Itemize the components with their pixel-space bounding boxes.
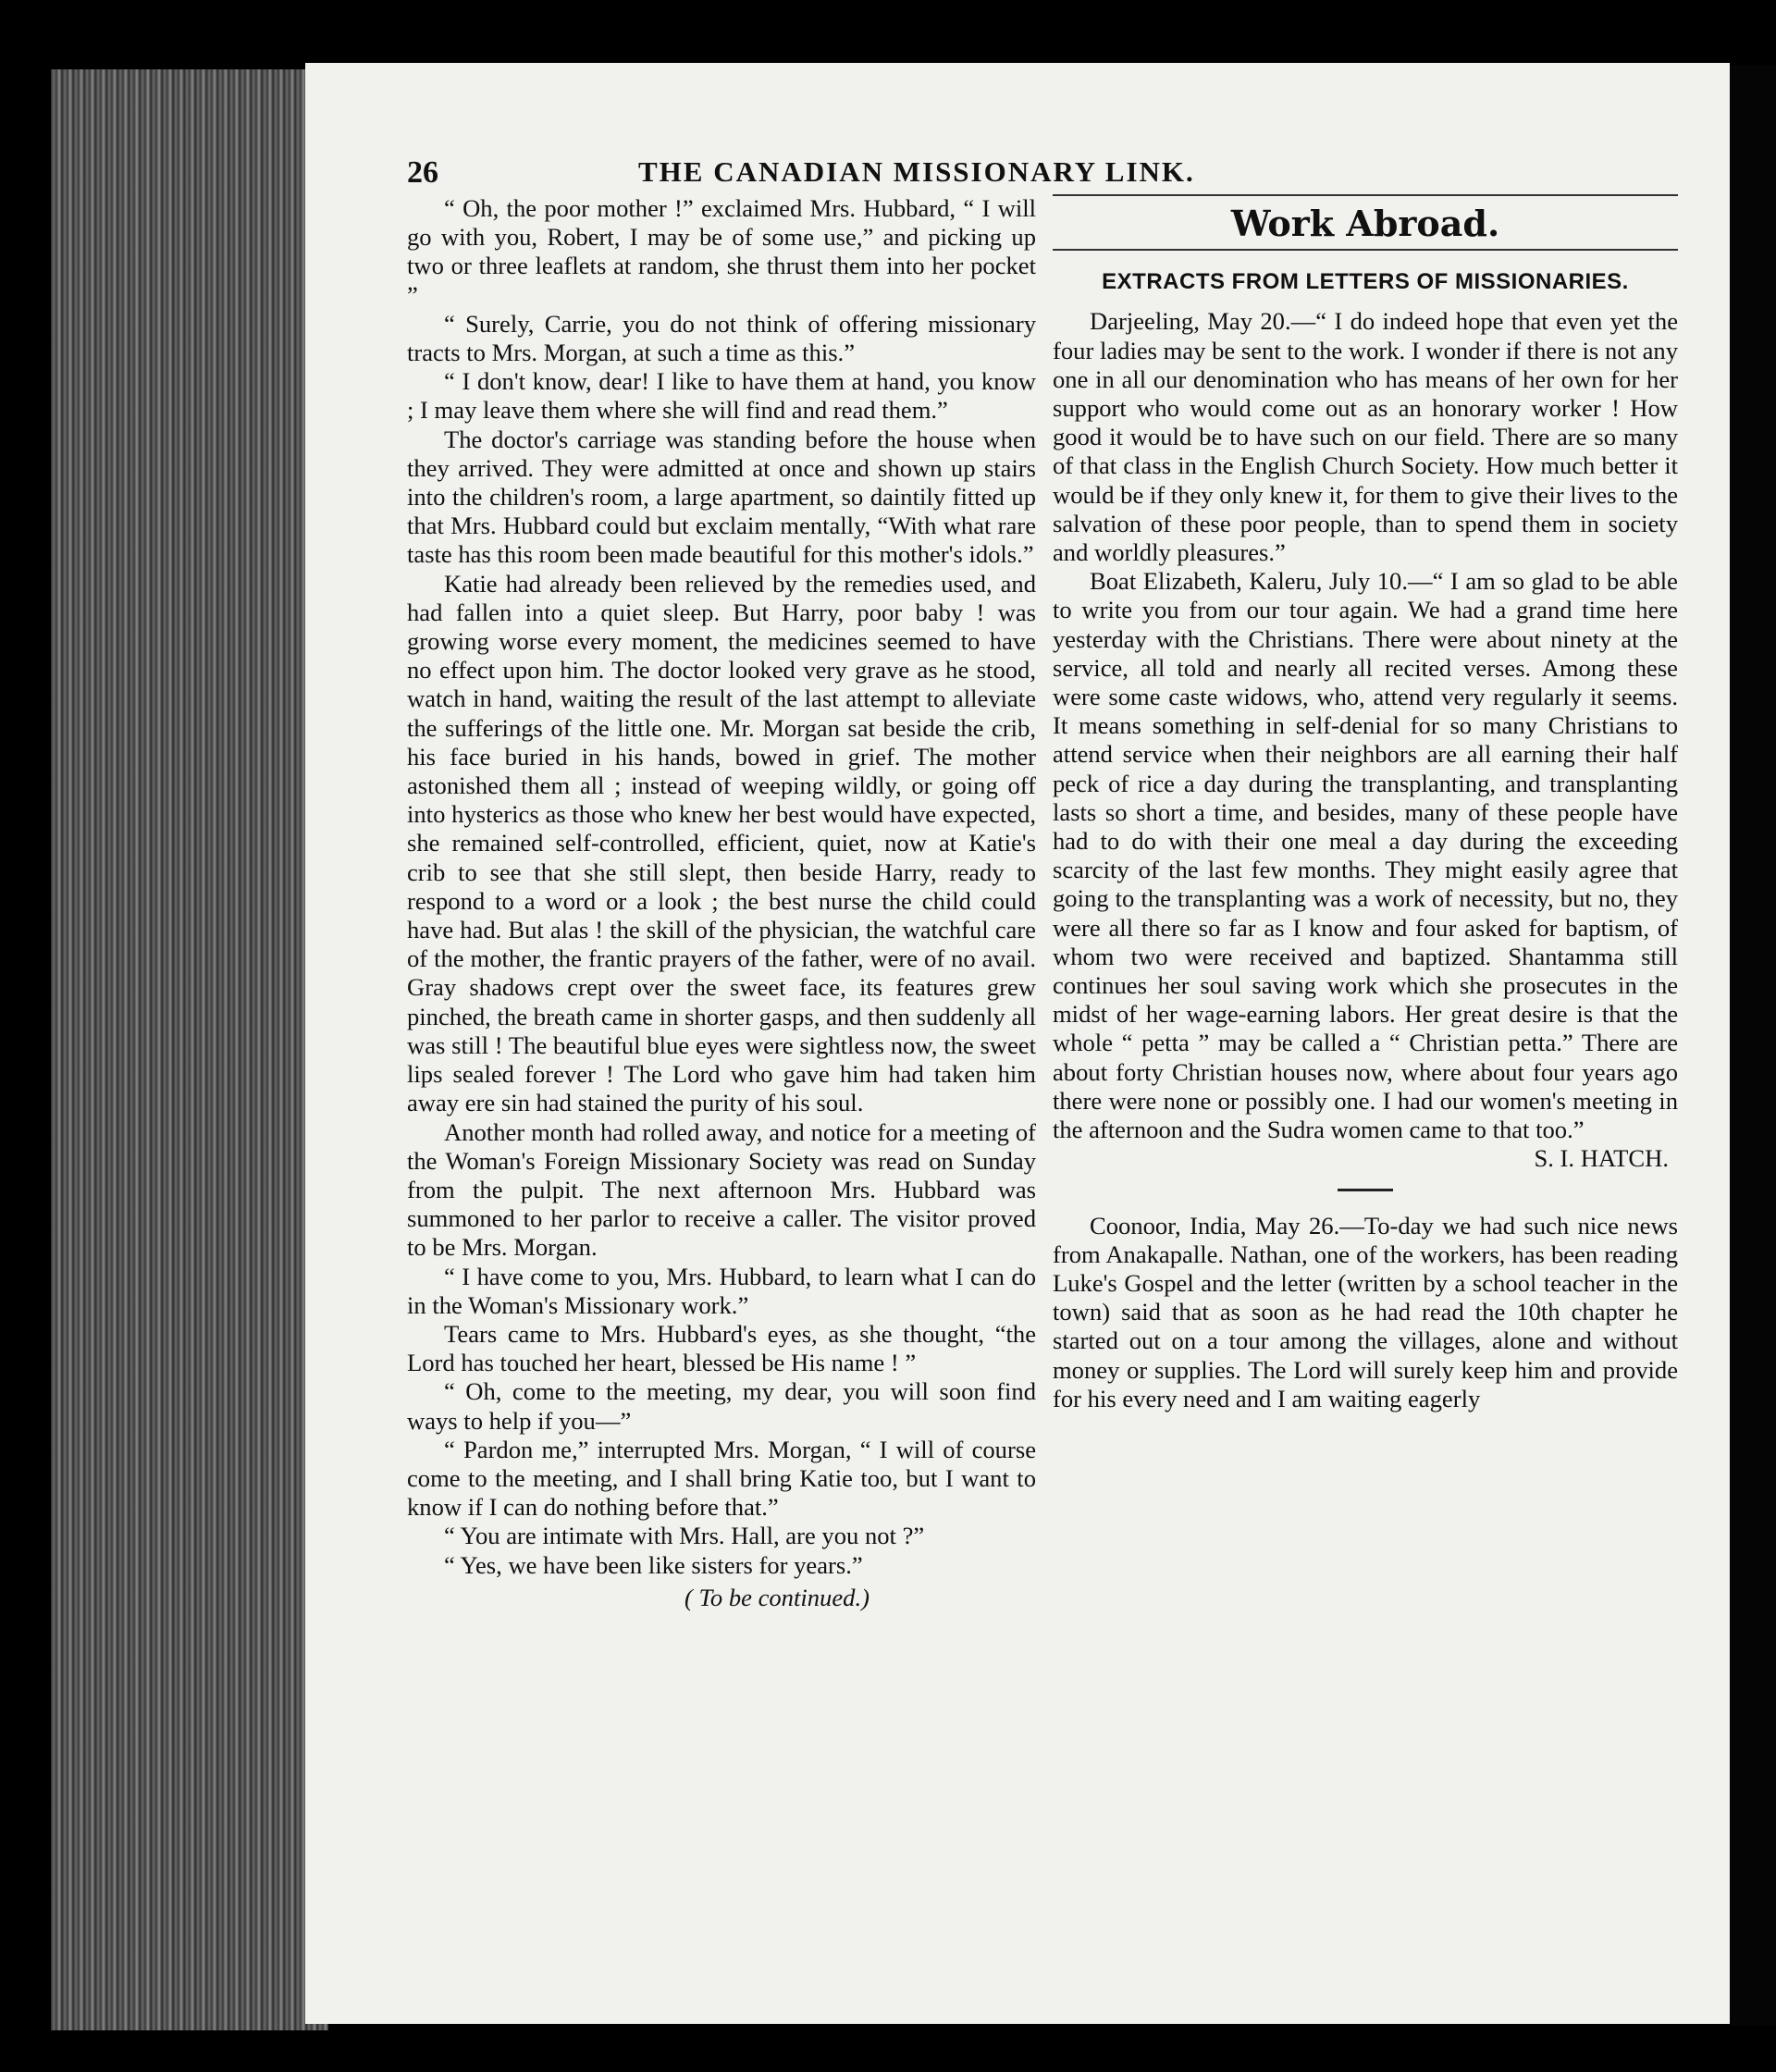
paragraph: “ I have come to you, Mrs. Hubbard, to learn what I can do in the Woman's Missionary work.” [407,1262,1036,1319]
scan-border [1730,65,1776,2026]
section-title: Work Abroad. [1230,203,1500,244]
paragraph: “ I don't know, dear! I like to have them at hand, you know ; I may leave them where she will find and read them.” [407,367,1036,425]
left-column [407,194,1036,1612]
paragraph: Katie had already been relieved by the remedies used, and had fallen into a quiet sleep. But Harry, poor baby ! was growing worse every moment, the medicines seemed to have no effect upon him. The doctor looked very grave as he stood, watch in hand, waiting the result of the last attempt to alleviate the sufferings of the little one. Mr. Morgan sat beside the crib, his face buried in his hands, bowed in grief. The mother astonished them all ; instead of weeping wildly, or going off into hysterics as those who knew her best would have expected, she remained self-controlled, efficient, quiet, now at Katie's crib to see that she still slept, then beside Harry, ready to respond to a word or a look ; the best nurse the child could have had. But alas ! the skill of the physician, the watchful care of the mother, the frantic prayers of the father, were of no avail. Gray shadows crept over the sweet face, its features grew pinched, the breath came in shorter gasps, and then suddenly all was still ! The beautiful blue eyes were sightless now, the sweet lips sealed forever ! The Lord who gave him had taken him away ere sin had stained the purity of his soul. [407,569,1036,1117]
paragraph: “ Pardon me,” interrupted Mrs. Morgan, “ I will of course come to the meeting, and I shall bring Katie too, but I want to know if I can do nothing before that.” [407,1435,1036,1522]
paragraph: Another month had rolled away, and notice for a meeting of the Woman's Foreign Missionary Society was read on Sunday from the pulpit. The next afternoon Mrs. Hubbard was summoned to her parlor to receive a caller. The visitor proved to be Mrs. Morgan. [407,1117,1036,1262]
letter-coonoor: Coonoor, India, May 26.—To-day we had such nice news from Anakapalle. Nathan, one of the workers, has been reading Luke's Gospel and the letter (written by a school teacher in the town) said that as soon as he had read the 10th chapter he started out on a tour among the villages, alone and without money or supplies. The Lord will surely keep him and provide for his every need and I am waiting eagerly [1053,1211,1678,1412]
separator-rule [1338,1189,1393,1191]
section-rule [1053,249,1678,251]
paragraph: Tears came to Mrs. Hubbard's eyes, as she thought, “the Lord has touched her heart, blessed be His name ! ” [407,1319,1036,1377]
paragraph: “ You are intimate with Mrs. Hall, are you not ?” [444,1522,925,1550]
subheading: EXTRACTS FROM LETTERS OF MISSIONARIES. [1102,269,1629,295]
paragraph: “ Surely, Carrie, you do not think of offering missionary tracts to Mrs. Morgan, at such a time as this.” [407,309,1036,367]
page-number: 26 [407,155,438,190]
signature: S. I. HATCH. [1534,1144,1669,1173]
paragraph: “ Yes, we have been like sisters for years.” [444,1550,863,1579]
letter-darjeeling: Darjeeling, May 20.—“ I do indeed hope that even yet the four ladies may be sent to the work. I wonder if there is not any one in all our denomination who has means of her own for her support who would come out as an honorary worker ! How good it would be to have such on our field. There are so many of that class in the English Church Society. How much better it would be if they only knew it, for them to give their lives to the salvation of these poor people, than to spend them in society and worldly pleasures.” [1053,307,1678,567]
paragraph: The doctor's carriage was standing before the house when they arrived. They were admitted at once and shown up stairs into the children's room, a large apartment, so daintily fitted up that Mrs. Hubbard could but exclaim mentally, “With what rare taste has this room been made beautiful for this mother's idols.” [407,425,1036,569]
to-be-continued: ( To be continued.) [684,1583,870,1611]
paragraph: “ Oh, the poor mother !” exclaimed Mrs. Hubbard, “ I will go with you, Robert, I may be of some use,” and picking up two or three leaflets at random, she thrust them into her pocket ” [407,194,1036,309]
top-rule [1053,194,1678,196]
magazine-page [305,63,1730,2024]
letter-kaleru: Boat Elizabeth, Kaleru, July 10.—“ I am so glad to be able to write you from our tour again. We had a grand time here yesterday with the Christians. There were about ninety at the service, all told and nearly all recited verses. Among these were some caste widows, who, attend very regularly it seems. It means something in self-denial for so many Christians to attend service when their neighbors are all earning their half peck of rice a day during the transplanting, and transplanting lasts so short a time, and besides, many of these people have had to do with their one meal a day during the exceeding scarcity of the last few months. They might easily agree that going to the transplanting was a work of necessity, but no, they were all there so far as I know and four asked for baptism, of whom two were received and baptized. Shantamma still continues her soul saving work which she prosecutes in the midst of her wage-earning labors. Her great desire is that the whole “ petta ” may be called a “ Christian petta.” There are about forty Christian houses now, where about four years ago there were none or possibly one. I had our women's meeting in the afternoon and the Sudra women came to that too.” [1053,567,1678,1144]
running-title: THE CANADIAN MISSIONARY LINK. [638,155,1195,188]
book-page-edges [51,69,328,2030]
paragraph: “ Oh, come to the meeting, my dear, you will soon find ways to help if you—” [407,1377,1036,1435]
right-column [1053,194,1678,1413]
